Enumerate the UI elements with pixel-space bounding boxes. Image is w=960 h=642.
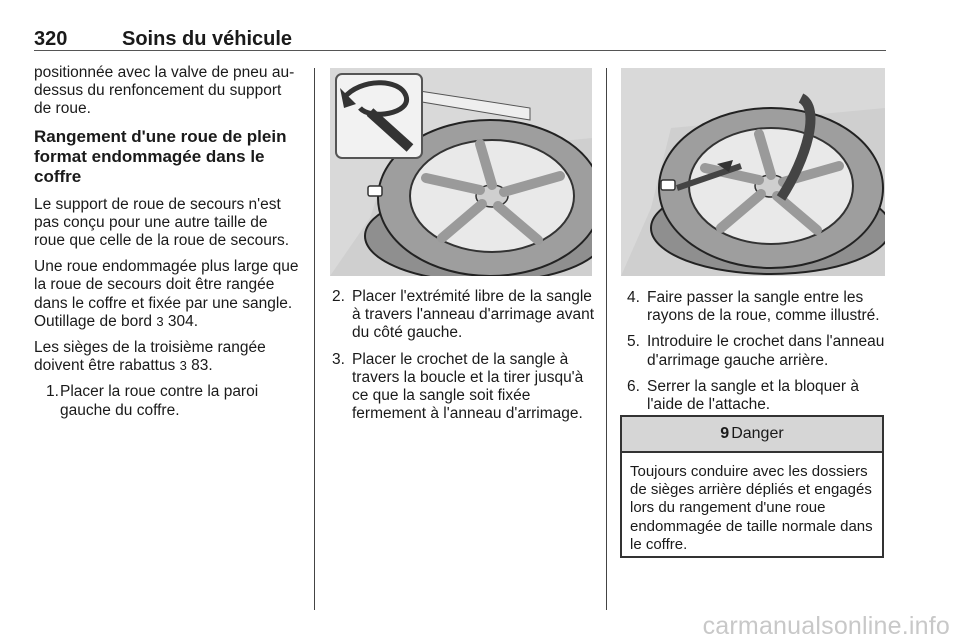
danger-box [620, 415, 884, 558]
step-number: 5. [627, 333, 640, 351]
step-6 [627, 378, 889, 414]
danger-title: Danger [731, 425, 784, 442]
column-right [627, 289, 889, 422]
paragraph-wide-wheel-text: Une roue endommagée plus large que la roue de secours doit être rangée dans le coffre et fixée par une sangle. Outillage de bord [34, 258, 299, 330]
figure-strap-ring [330, 68, 592, 276]
step-2 [332, 288, 594, 343]
step-number: 3. [332, 350, 345, 368]
step-number: 6. [627, 377, 640, 395]
reference-arrow-icon: 3 [179, 358, 187, 374]
paragraph-seats [34, 339, 300, 375]
page-reference-link[interactable]: 83. [191, 357, 213, 375]
step-text: Placer l'extrémité libre de la sangle à travers l'anneau d'arrimage avant du côté gauche. [352, 288, 594, 342]
page-number: 320 [34, 28, 68, 50]
paragraph-wide-wheel [34, 258, 300, 331]
step-text: Placer le crochet de la sangle à travers la boucle et la tirer jusqu'à ce que la sangle soit fixée fermement à l'anneau d'arrimage. [352, 350, 584, 423]
column-divider-2 [606, 68, 607, 610]
step-number: 4. [627, 289, 640, 306]
step-5 [627, 333, 889, 369]
step-1 [46, 383, 300, 419]
step-text: Placer la roue contre la paroi gauche du coffre. [60, 383, 259, 419]
step-number: 2. [332, 288, 345, 305]
danger-text: Toujours conduire avec les dossiers de sièges arrière dépliés et engagés lors du rangement d'une roue endommagée de taille normale dans le coffre. [630, 463, 873, 553]
subsection-heading: Rangement d'une roue de plein format endommagée dans le coffre [34, 126, 287, 186]
figure-strap-through-wheel [621, 68, 885, 276]
step-text: Introduire le crochet dans l'anneau d'arrimage gauche arrière. [647, 333, 885, 369]
step-text: Serrer la sangle et la bloquer à l'aide de l'attache. [647, 377, 859, 414]
footer-watermark: carmanualsonline.info [702, 612, 950, 640]
column-left [34, 64, 300, 428]
header-divider [34, 50, 886, 51]
step-number: 1. [46, 383, 59, 401]
column-divider-1 [314, 68, 315, 610]
danger-header [622, 417, 882, 453]
step-3 [332, 351, 594, 424]
wheel-illustration-2 [621, 68, 885, 276]
reference-arrow-icon: 3 [156, 313, 164, 329]
page-header [34, 28, 886, 52]
wheel-illustration-1 [330, 68, 592, 276]
paragraph-seats-text: Les sièges de la troisième rangée doivent être rabattus [34, 339, 266, 375]
section-title: Soins du véhicule [122, 28, 293, 50]
step-4 [627, 289, 889, 325]
paragraph-support: Le support de roue de secours n'est pas conçu pour une autre taille de roue que celle de la roue de secours. [34, 195, 290, 250]
column-middle [332, 288, 594, 431]
warning-triangle-icon: 9 [720, 425, 730, 442]
page-reference-link[interactable]: 304. [167, 312, 199, 330]
step-text: Faire passer la sangle entre les rayons de la roue, comme illustré. [647, 289, 880, 325]
intro-paragraph: positionnée avec la valve de pneu au-dessus du renfoncement du support de roue. [34, 64, 295, 118]
